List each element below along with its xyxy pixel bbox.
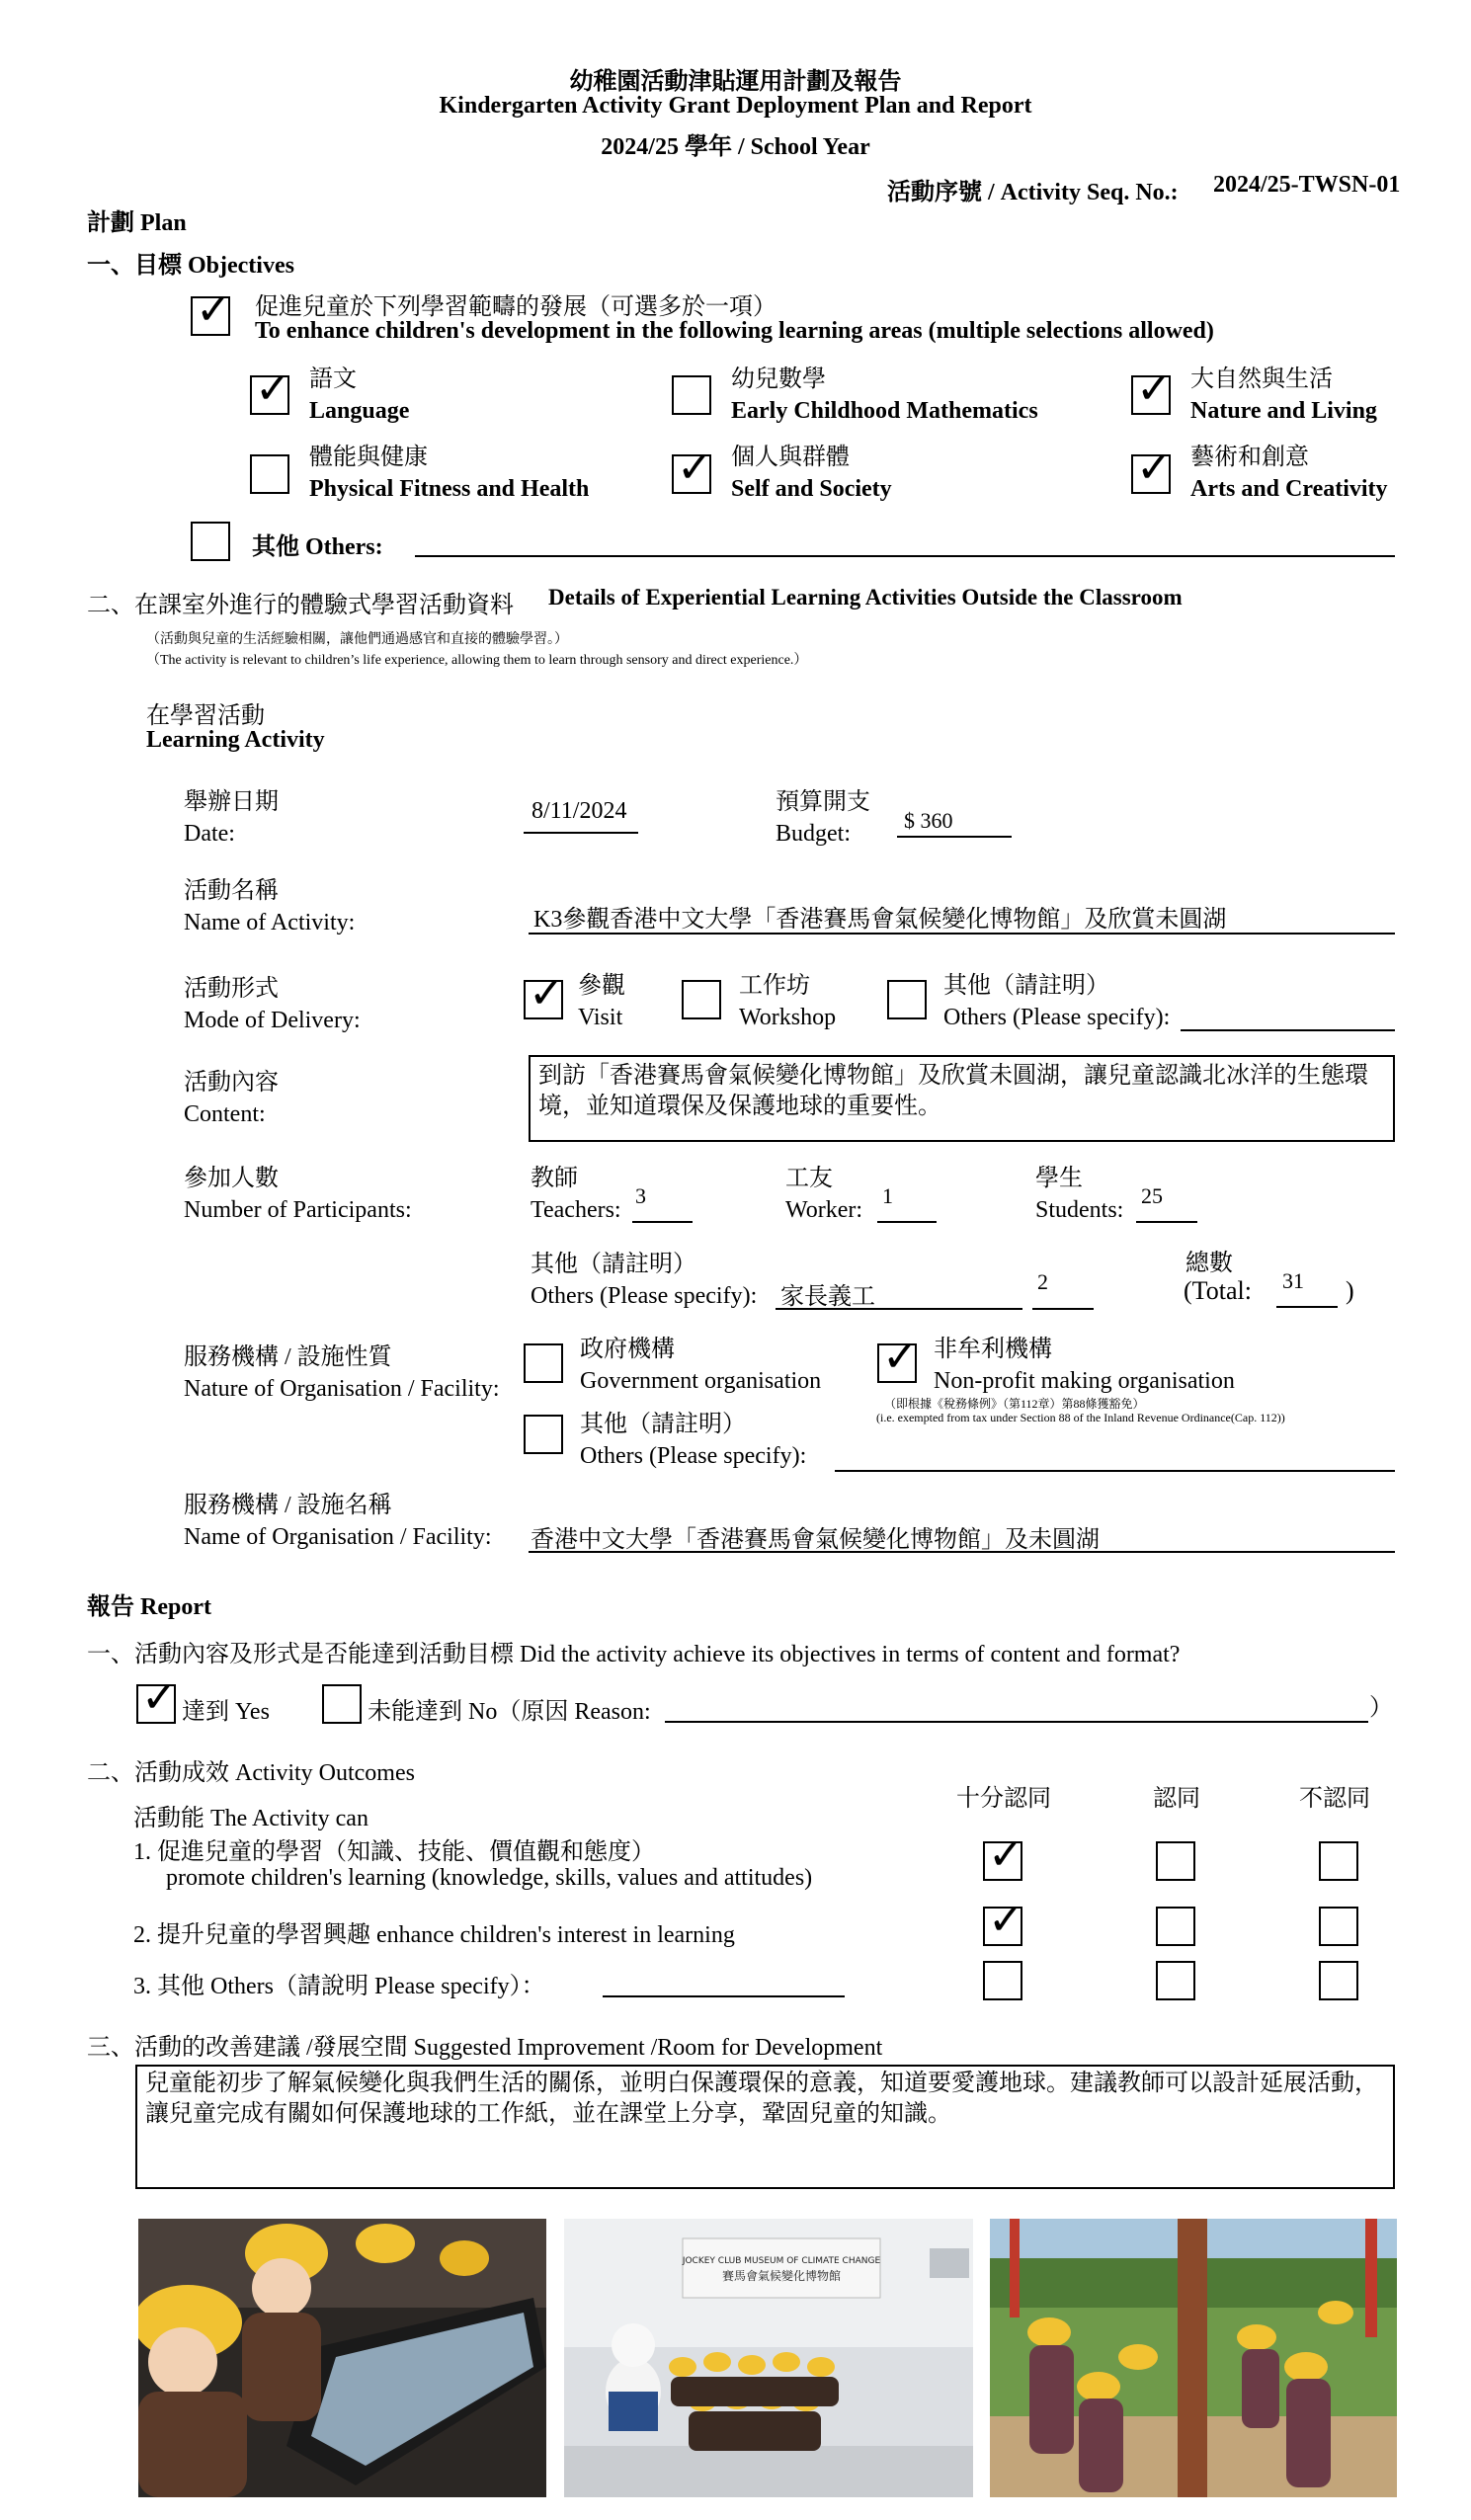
outcome-3-disagree-checkbox[interactable] [1319,1961,1358,2000]
mode-label: 活動形式 Mode of Delivery: [184,976,361,1034]
total-en: (Total: [1184,1276,1252,1305]
yes-checkbox[interactable] [136,1672,178,1724]
area-language-label: 語文 Language [309,366,410,425]
others-participants-label: 其他（請註明） Others (Please specify): [531,1252,758,1310]
objectives-others-line[interactable] [415,555,1395,557]
orgname-line [529,1551,1395,1553]
date-line [524,832,638,834]
others-participants-value: 家長義工 [780,1284,875,1310]
improve-box [135,2065,1395,2189]
students-line [1136,1221,1197,1223]
check-icon: ✓ [141,1672,178,1723]
objectives-others-checkbox[interactable] [191,522,230,561]
area-language-checkbox[interactable] [250,364,291,415]
activity-name-line [529,933,1395,935]
yes-label: 達到 Yes [182,1699,270,1725]
content-label: 活動內容 Content: [184,1070,279,1128]
improve-text: 兒童能初步了解氣候變化與我們生活的關係，並明白保護環保的意義，知道要愛護地球。建議教師可以設計延展活動，讓兒童完成有關如何保護地球的工作紙，並在課堂上分享，鞏固兒童的知識。 [145,2071,1378,2128]
seq-value: 2024/25-TWSN-01 [1213,172,1401,198]
activity-can: 活動能 The Activity can [133,1806,368,1831]
teachers-line [632,1221,693,1223]
outcome-2-text: 2. 提升兒童的學習興趣 enhance children's interest in learning [133,1922,735,1948]
no-reason-line[interactable] [665,1721,1368,1723]
learning-activity-zh: 在學習活動 [146,703,265,729]
org-others-checkbox[interactable] [524,1415,563,1454]
area-nature-label: 大自然與生活 Nature and Living [1190,366,1377,425]
outcome-2-disagree-checkbox[interactable] [1319,1907,1358,1946]
section2-heading-zh: 二、在課室外進行的體驗式學習活動資料 [87,593,514,618]
mode-others-checkbox[interactable] [887,980,927,1019]
others-count-line [1032,1308,1094,1310]
outcome-1-strongly-checkbox[interactable] [983,1829,1024,1881]
improve-heading: 三、活動的改善建議 /發展空間 Suggested Improvement /Room for Development [87,2035,883,2061]
outcomes-heading: 二、活動成效 Activity Outcomes [87,1760,415,1786]
section2-heading-en: Details of Experiential Learning Activities Outside the Classroom [548,585,1183,610]
outcome-1-en: promote children's learning (knowledge, skills, values and attitudes) [166,1865,813,1891]
orgname-label: 服務機構 / 設施名稱 Name of Organisation / Facility: [184,1493,492,1551]
content-box [529,1055,1395,1142]
photo-outdoor-circle-image [990,2219,1397,2497]
enhance-checkbox[interactable] [191,285,232,336]
budget-value: $ 360 [904,808,953,833]
check-icon: ✓ [882,1332,919,1382]
nature-label: 服務機構 / 設施性質 Nature of Organisation / Facility: [184,1344,500,1403]
outcome-1-disagree-checkbox[interactable] [1319,1841,1358,1881]
org-others-label: 其他（請註明） Others (Please specify): [580,1412,807,1470]
no-label: 未能達到 No（原因 Reason: [368,1699,651,1725]
museum-sign-zh: 賽馬會氣候變化博物館 [721,2269,842,2283]
mode-others-line[interactable] [1181,1029,1395,1031]
col-agree: 認同 [1153,1786,1200,1812]
museum-sign-en: JOCKEY CLUB MUSEUM OF CLIMATE CHANGE [682,2256,881,2266]
npo-note-en: (i.e. exempted from tax under Section 88 of the Inland Revenue Ordinance(Cap. 112)) [876,1411,1285,1424]
plan-heading: 計劃 Plan [87,210,187,236]
budget-label: 預算開支 Budget: [776,789,870,848]
school-year: 2024/25 學年 / School Year [601,134,870,160]
check-icon: ✓ [677,443,713,493]
title-en: Kindergarten Activity Grant Deployment Plan and Report [439,93,1032,119]
date-label: 舉辦日期 Date: [184,789,279,848]
content-value: 到訪「香港賽馬會氣候變化博物館」及欣賞未圓湖，讓兒童認識北冰洋的生態環境，並知道環保及保護地球的重要性。 [538,1063,1368,1120]
mode-workshop-checkbox[interactable] [682,980,721,1019]
outcome-1-zh: 1. 促進兒童的學習（知識、技能、價值觀和態度） [133,1839,655,1865]
check-icon: ✓ [988,1895,1024,1945]
others-participants-line [776,1308,1022,1310]
seq-label: 活動序號 / Activity Seq. No.: [887,180,1179,205]
outcome-3-strongly-checkbox[interactable] [983,1961,1022,2000]
outcome-3-line[interactable] [603,1995,845,1997]
no-checkbox[interactable] [322,1684,362,1724]
check-icon: ✓ [529,968,565,1018]
date-value: 8/11/2024 [531,798,627,824]
area-arts-label: 藝術和創意 Arts and Creativity [1190,445,1388,503]
teachers-value: 3 [635,1183,646,1208]
area-physical-checkbox[interactable] [250,454,289,494]
check-icon: ✓ [255,364,291,414]
others-participants-count: 2 [1037,1269,1048,1294]
total-line [1276,1306,1338,1308]
no-close: ） [1369,1695,1393,1721]
students-label: 學生 Students: [1035,1166,1124,1224]
org-others-line[interactable] [835,1470,1395,1472]
total-value: 31 [1282,1268,1304,1293]
area-nature-checkbox[interactable] [1131,364,1173,415]
total-zh: 總數 [1185,1251,1233,1276]
photo-outdoor-circle [990,2219,1397,2497]
mode-others-label: 其他（請註明） Others (Please specify): [943,973,1171,1031]
section2-note-en: （The activity is relevant to children’s life experience, allowing them to learn through sensory and direct experience.） [146,653,808,668]
students-value: 25 [1141,1183,1163,1208]
learning-activity-en: Learning Activity [146,727,325,753]
area-self-label: 個人與群體 Self and Society [731,445,892,503]
photo-museum-group-image [564,2219,973,2497]
check-icon: ✓ [1136,364,1173,414]
area-physical-label: 體能與健康 Physical Fitness and Health [309,445,590,503]
area-math-label: 幼兒數學 Early Childhood Mathematics [731,366,1038,425]
npo-checkbox[interactable] [877,1332,919,1383]
enhance-zh: 促進兒童於下列學習範疇的發展（可選多於一項） [255,294,776,320]
worker-line [877,1221,937,1223]
worker-label: 工友 Worker: [785,1166,863,1224]
area-math-checkbox[interactable] [672,375,711,415]
objectives-others-label: 其他 Others: [252,534,383,560]
section2-note-zh: （活動與兒童的生活經驗相關，讓他們通過感官和直接的體驗學習。） [146,632,568,647]
gov-org-label: 政府機構 Government organisation [580,1337,822,1395]
gov-org-checkbox[interactable] [524,1343,563,1383]
title-zh: 幼稚園活動津貼運用計劃及報告 [569,69,902,95]
mode-visit-checkbox[interactable] [524,968,565,1019]
total-close: ) [1346,1276,1354,1305]
report-q1: 一、活動內容及形式是否能達到活動目標 Did the activity achieve its objectives in terms of content and format? [87,1642,1181,1667]
objectives-heading: 一、目標 Objectives [87,253,294,279]
report-heading: 報告 Report [87,1594,211,1620]
activity-name-label: 活動名稱 Name of Activity: [184,878,356,936]
check-icon: ✓ [988,1829,1024,1880]
outcome-3-agree-checkbox[interactable] [1156,1961,1195,2000]
col-disagree: 不認同 [1299,1786,1370,1812]
orgname-value: 香港中文大學「香港賽馬會氣候變化博物館」及未圓湖 [531,1527,1100,1553]
npo-note-zh: （即根據《稅務條例》（第112章）第88條獲豁免） [884,1397,1145,1411]
worker-value: 1 [882,1183,893,1208]
outcome-2-agree-checkbox[interactable] [1156,1907,1195,1946]
photo-touchscreen [138,2219,546,2497]
col-strongly-agree: 十分認同 [956,1786,1051,1812]
budget-line [897,836,1012,838]
teachers-label: 教師 Teachers: [531,1166,621,1224]
mode-visit-label: 參觀 Visit [578,973,625,1031]
photo-touchscreen-image [138,2219,546,2497]
area-arts-checkbox[interactable] [1131,443,1173,494]
check-icon: ✓ [1136,443,1173,493]
photo-museum-group [564,2219,973,2497]
outcome-3-text: 3. 其他 Others（請說明 Please specify）： [133,1974,545,1999]
check-icon: ✓ [196,285,232,335]
activity-name-value: K3參觀香港中文大學「香港賽馬會氣候變化博物館」及欣賞未圓湖 [533,907,1227,933]
outcome-1-agree-checkbox[interactable] [1156,1841,1195,1881]
area-self-checkbox[interactable] [672,443,713,494]
enhance-en: To enhance children's development in the following learning areas (multiple selections allowed) [255,318,1214,344]
outcome-2-strongly-checkbox[interactable] [983,1895,1024,1946]
participants-label: 參加人數 Number of Participants: [184,1166,412,1224]
npo-label: 非牟利機構 Non-profit making organisation [934,1337,1235,1395]
mode-workshop-label: 工作坊 Workshop [739,973,837,1031]
